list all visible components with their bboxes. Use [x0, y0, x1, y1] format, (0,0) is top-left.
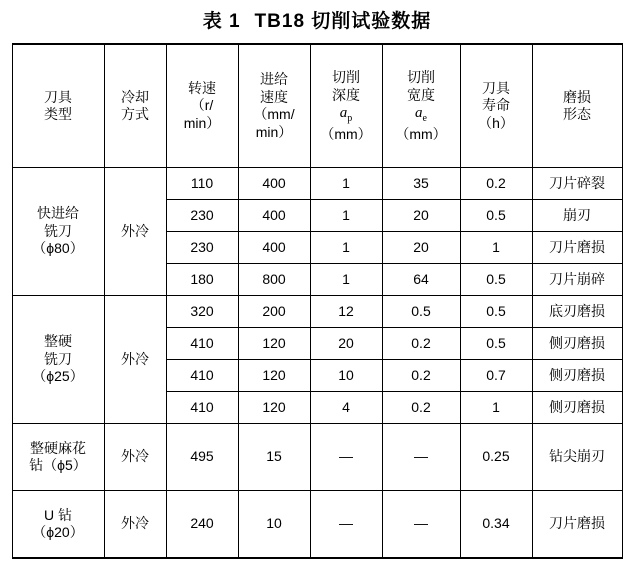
table-row: [12, 168, 622, 200]
width-cell: 0.2: [382, 328, 460, 360]
life-cell: 0.5: [460, 296, 532, 328]
speed-cell: 240: [166, 491, 238, 559]
feed-cell: 200: [238, 296, 310, 328]
life-cell: 0.2: [460, 168, 532, 200]
speed-cell: 230: [166, 232, 238, 264]
speed-cell: 230: [166, 200, 238, 232]
feed-cell: 10: [238, 491, 310, 559]
width-cell: 64: [382, 264, 460, 296]
symbol-ap: $a_p$: [339, 105, 353, 124]
width-cell: —: [382, 491, 460, 559]
life-cell: 0.25: [460, 424, 532, 491]
depth-cell: 12: [310, 296, 382, 328]
header-cutting-width: 切削 宽度 $a_e$ （mm）: [382, 44, 460, 168]
width-cell: 20: [382, 232, 460, 264]
tool-type-cell: 整硬麻花 钻（ϕ5）: [12, 424, 104, 491]
speed-cell: 410: [166, 360, 238, 392]
depth-cell: 4: [310, 392, 382, 424]
wear-cell: 刀片磨损: [532, 232, 622, 264]
speed-cell: 180: [166, 264, 238, 296]
table-body: [12, 168, 622, 559]
depth-cell: 1: [310, 264, 382, 296]
width-cell: 0.2: [382, 360, 460, 392]
feed-cell: 120: [238, 392, 310, 424]
header-tool-life: 刀具 寿命 （h）: [460, 44, 532, 168]
wear-cell: 刀片碎裂: [532, 168, 622, 200]
life-cell: 0.34: [460, 491, 532, 559]
width-cell: 0.5: [382, 296, 460, 328]
life-cell: 0.5: [460, 264, 532, 296]
header-cooling-method: 冷却 方式: [104, 44, 166, 168]
depth-cell: 10: [310, 360, 382, 392]
feed-cell: 120: [238, 328, 310, 360]
depth-cell: —: [310, 424, 382, 491]
wear-cell: 侧刃磨损: [532, 360, 622, 392]
life-cell: 0.5: [460, 200, 532, 232]
symbol-ae: $a_e$: [415, 105, 427, 124]
speed-cell: 495: [166, 424, 238, 491]
speed-cell: 320: [166, 296, 238, 328]
life-cell: 1: [460, 392, 532, 424]
feed-cell: 400: [238, 200, 310, 232]
depth-cell: —: [310, 491, 382, 559]
cutting-test-data-table: [12, 43, 623, 559]
width-cell: 20: [382, 200, 460, 232]
wear-cell: 崩刃: [532, 200, 622, 232]
feed-cell: 120: [238, 360, 310, 392]
width-cell: 0.2: [382, 392, 460, 424]
table-caption-number: 表 1: [202, 11, 241, 32]
cooling-cell: 外冷: [104, 168, 166, 296]
table-caption-title: TB18 切削试验数据: [254, 11, 432, 32]
table-caption: [0, 0, 634, 43]
depth-cell: 20: [310, 328, 382, 360]
header-cutting-depth: 切削 深度 $a_p$ （mm）: [310, 44, 382, 168]
wear-cell: 侧刃磨损: [532, 392, 622, 424]
cooling-cell: 外冷: [104, 296, 166, 424]
cooling-cell: 外冷: [104, 424, 166, 491]
header-tool-type: 刀具 类型: [12, 44, 104, 168]
wear-cell: 刀片崩碎: [532, 264, 622, 296]
wear-cell: 刀片磨损: [532, 491, 622, 559]
header-wear-form: 磨损 形态: [532, 44, 622, 168]
table-header: [12, 44, 622, 168]
depth-cell: 1: [310, 232, 382, 264]
tool-type-cell: 快进给 铣刀 （ϕ80）: [12, 168, 104, 296]
table-row: [12, 296, 622, 328]
wear-cell: 侧刃磨损: [532, 328, 622, 360]
table-row: [12, 491, 622, 559]
life-cell: 0.7: [460, 360, 532, 392]
tool-type-cell: 整硬 铣刀 （ϕ25）: [12, 296, 104, 424]
header-feed-rate: 进给 速度 （mm/ min）: [238, 44, 310, 168]
feed-cell: 800: [238, 264, 310, 296]
feed-cell: 15: [238, 424, 310, 491]
width-cell: 35: [382, 168, 460, 200]
tool-type-cell: U 钻 （ϕ20）: [12, 491, 104, 559]
life-cell: 0.5: [460, 328, 532, 360]
speed-cell: 410: [166, 392, 238, 424]
cooling-cell: 外冷: [104, 491, 166, 559]
speed-cell: 110: [166, 168, 238, 200]
life-cell: 1: [460, 232, 532, 264]
table-header-row: [12, 44, 622, 168]
header-spindle-speed: 转速 （r/ min）: [166, 44, 238, 168]
speed-cell: 410: [166, 328, 238, 360]
feed-cell: 400: [238, 232, 310, 264]
table-row: [12, 424, 622, 491]
depth-cell: 1: [310, 200, 382, 232]
wear-cell: 底刃磨损: [532, 296, 622, 328]
wear-cell: 钻尖崩刃: [532, 424, 622, 491]
depth-cell: 1: [310, 168, 382, 200]
width-cell: —: [382, 424, 460, 491]
feed-cell: 400: [238, 168, 310, 200]
